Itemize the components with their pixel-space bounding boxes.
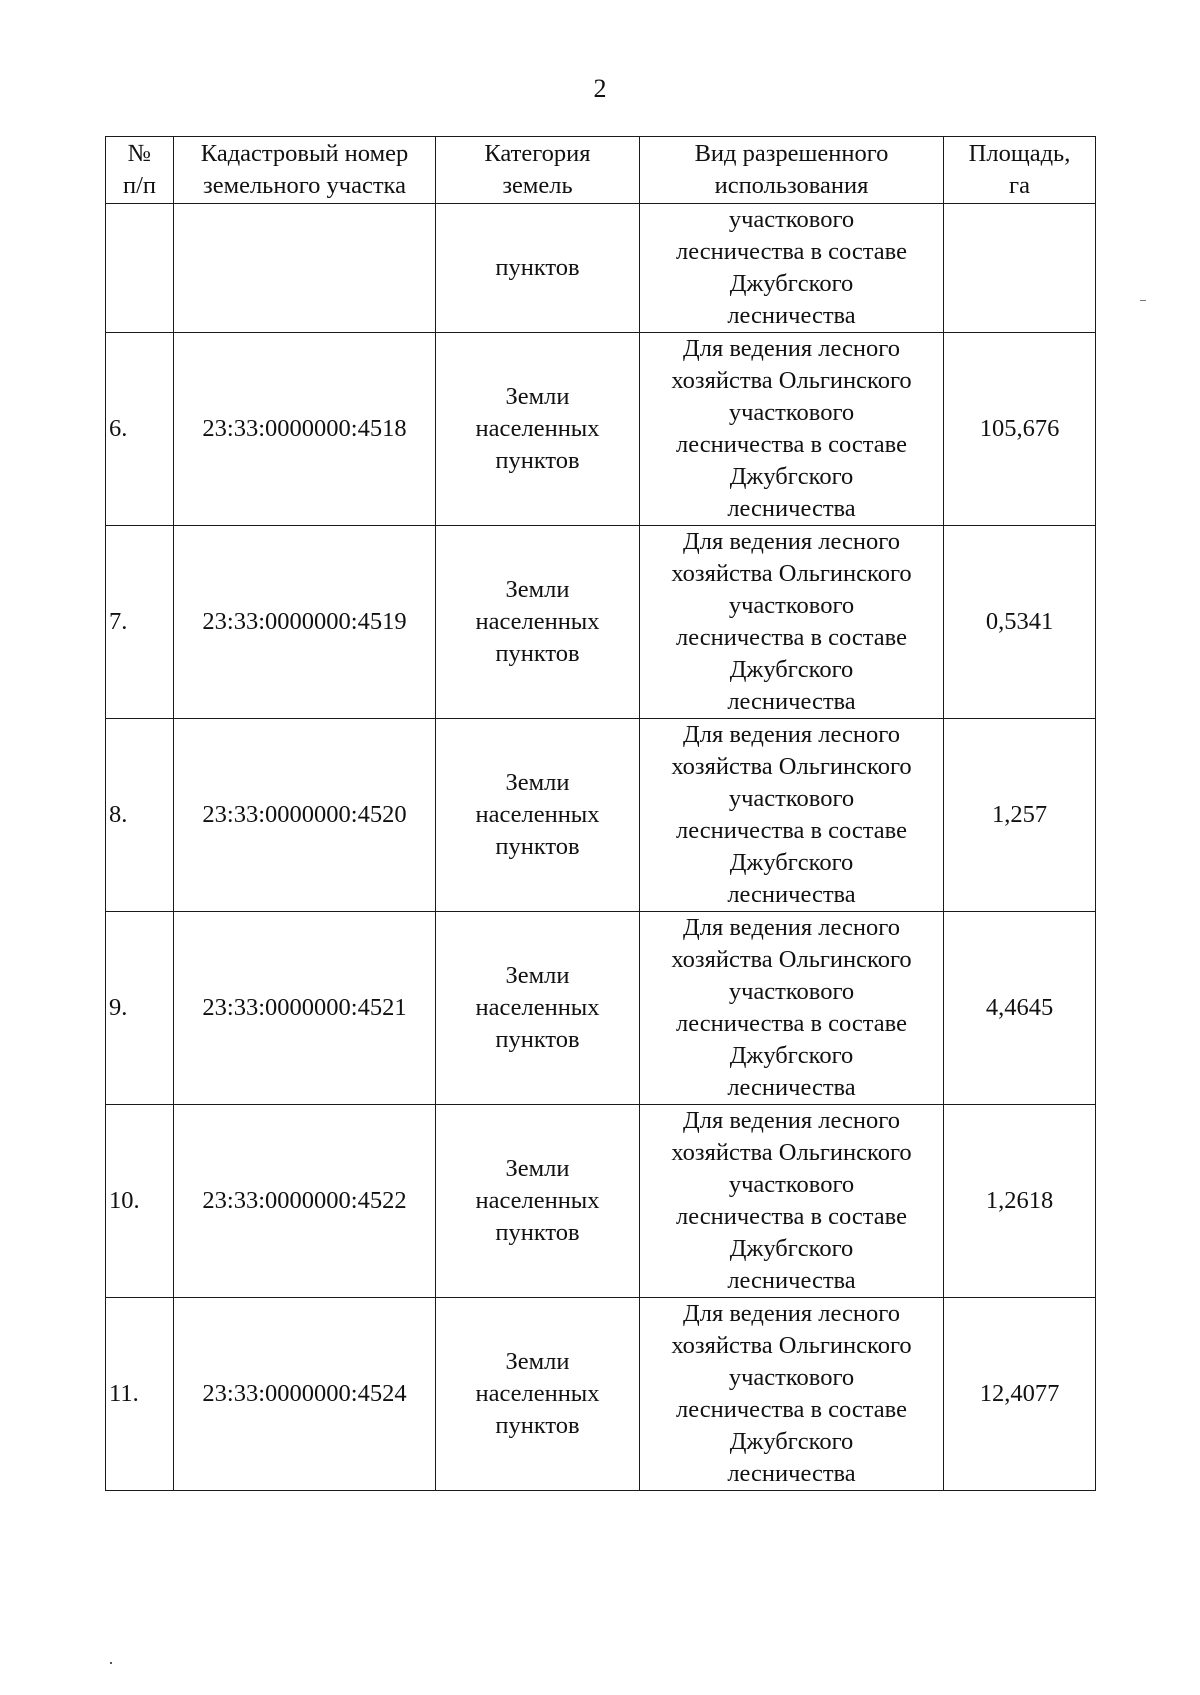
cell-num: 7. — [106, 526, 174, 719]
cell-cadastral — [174, 204, 436, 333]
cell-cadastral: 23:33:0000000:4519 — [174, 526, 436, 719]
table-row — [106, 719, 1096, 912]
table-row — [106, 333, 1096, 526]
table-row — [106, 526, 1096, 719]
cell-category: пунктов — [436, 204, 640, 333]
cell-category: Земли населенных пунктов — [436, 1298, 640, 1491]
cell-area: 4,4645 — [944, 912, 1096, 1105]
table-row — [106, 1298, 1096, 1491]
table-row — [106, 912, 1096, 1105]
header-usage: Вид разрешенного использования — [640, 137, 944, 204]
cell-cadastral: 23:33:0000000:4520 — [174, 719, 436, 912]
header-cadastral: Кадастровый номер земельного участка — [174, 137, 436, 204]
scan-speck — [110, 1662, 112, 1664]
header-area: Площадь, га — [944, 137, 1096, 204]
cell-category: Земли населенных пунктов — [436, 333, 640, 526]
cell-num: 9. — [106, 912, 174, 1105]
cell-area: 12,4077 — [944, 1298, 1096, 1491]
cell-usage: Для ведения лесного хозяйства Ольгинского участкового лесничества в составе Джубгского лесничества — [640, 719, 944, 912]
page-number: 2 — [593, 74, 607, 103]
cell-category: Земли населенных пунктов — [436, 719, 640, 912]
cell-num: 6. — [106, 333, 174, 526]
cell-usage: Для ведения лесного хозяйства Ольгинского участкового лесничества в составе Джубгского лесничества — [640, 333, 944, 526]
cell-area: 1,2618 — [944, 1105, 1096, 1298]
cell-category: Земли населенных пунктов — [436, 1105, 640, 1298]
cell-usage: участкового лесничества в составе Джубгского лесничества — [640, 204, 944, 333]
cell-num — [106, 204, 174, 333]
scan-mark — [1140, 300, 1146, 301]
cell-category: Земли населенных пунктов — [436, 912, 640, 1105]
cell-cadastral: 23:33:0000000:4518 — [174, 333, 436, 526]
header-num: № п/п — [106, 137, 174, 204]
cell-usage: Для ведения лесного хозяйства Ольгинского участкового лесничества в составе Джубгского лесничества — [640, 526, 944, 719]
table-row-continuation — [106, 204, 1096, 333]
cell-num: 11. — [106, 1298, 174, 1491]
cell-num: 10. — [106, 1105, 174, 1298]
cell-area: 0,5341 — [944, 526, 1096, 719]
land-plots-table — [105, 136, 1096, 1491]
cell-area: 1,257 — [944, 719, 1096, 912]
cell-area: 105,676 — [944, 333, 1096, 526]
cell-usage: Для ведения лесного хозяйства Ольгинского участкового лесничества в составе Джубгского лесничества — [640, 1298, 944, 1491]
cell-cadastral: 23:33:0000000:4524 — [174, 1298, 436, 1491]
cell-cadastral: 23:33:0000000:4522 — [174, 1105, 436, 1298]
cell-usage: Для ведения лесного хозяйства Ольгинского участкового лесничества в составе Джубгского лесничества — [640, 912, 944, 1105]
cell-category: Земли населенных пунктов — [436, 526, 640, 719]
cell-usage: Для ведения лесного хозяйства Ольгинского участкового лесничества в составе Джубгского лесничества — [640, 1105, 944, 1298]
cell-cadastral: 23:33:0000000:4521 — [174, 912, 436, 1105]
cell-area — [944, 204, 1096, 333]
table-header-row — [106, 137, 1096, 204]
header-category: Категория земель — [436, 137, 640, 204]
table-row — [106, 1105, 1096, 1298]
cell-num: 8. — [106, 719, 174, 912]
